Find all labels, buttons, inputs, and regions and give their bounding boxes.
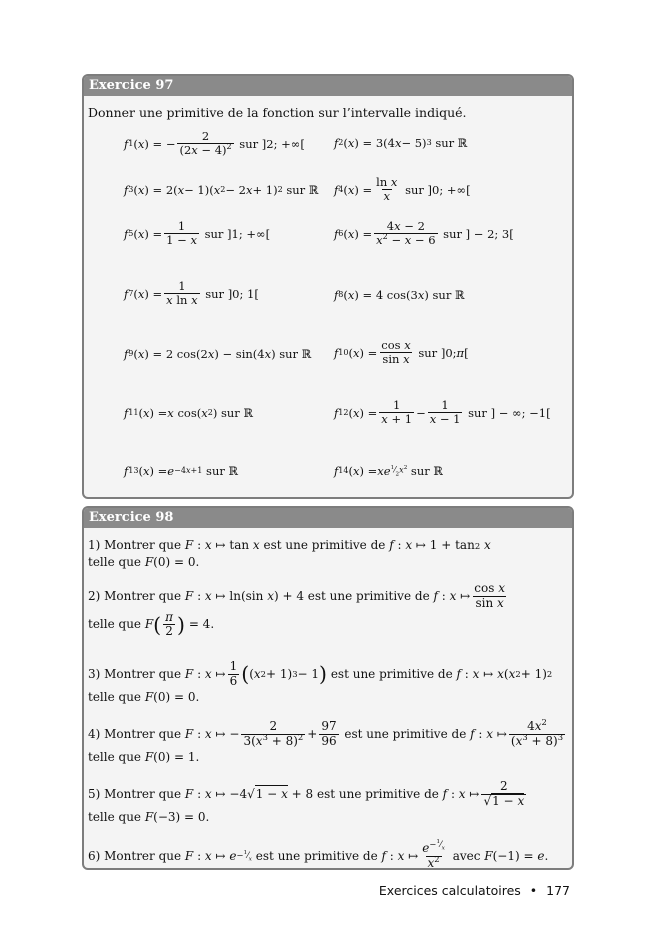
function-f2: f 2 ( x ) = 3(4 x − 5) 3 sur ℝ: [334, 136, 468, 150]
question-2: 2) Montrer que F : x ↦ ln(sin x ) + 4 est une primitive de f : x ↦ $\frac{\text{cos x}}{\text{sin x}}$ telle que F ( $\frac{\pi}{2}$ ) = 4.: [88, 581, 505, 639]
function-f11: f 11 ( x ) = x cos( x 2 ) sur ℝ: [124, 406, 254, 420]
exercise-97-intro: Donner une primitive de la fonction sur l’intervalle indiqué.: [88, 105, 467, 120]
question-3: 3) Montrer que F : x ↦ $\frac{1}{6}$ ( ( x 2 + 1) 3 − 1 ) est une primitive de f : x ↦ x ( x 2 + 1) 2 telle que F (0) = 0.: [88, 659, 553, 704]
function-f7: f 7 ( x ) = $\frac{1}{\text{x ln x}}$ sur ]0; 1[: [124, 279, 259, 308]
footer-section: Exercices calculatoires: [378, 883, 521, 898]
question-6: 6) Montrer que F : x ↦ e $-^1⁄_x$ est une primitive de f : x ↦ $\frac{e^{-^1⁄_x}}{x^2}$ avec F (−1) = e .: [88, 839, 549, 870]
function-f9: f 9 ( x ) = 2 cos(2 x ) − sin(4 x ) sur ℝ: [124, 347, 312, 361]
function-f6: f 6 ( x ) = $\frac{4x - 2}{x^2 - x - 6}$ sur ] − 2; 3[: [334, 219, 514, 248]
function-f1: f 1 ( x ) = − $\frac{2}{(2x - 4)^2}$ sur ]2; +∞[: [124, 129, 305, 158]
exercise-97-title: Exercice 97: [84, 76, 572, 96]
page-number: 177: [546, 883, 570, 898]
question-1: 1) Montrer que F : x ↦ tan x est une primitive de f : x ↦ 1 + tan 2 x telle que F (0) = 0.: [88, 538, 491, 569]
question-4: 4) Montrer que F : x ↦ − $\frac{2}{3(x^3 + 8)^2}$ + $\frac{97}{96}$ est une primitive de f : x ↦ $\frac{4x^2}{(x^3 + 8)^3}$ telle que F (0) = 1.: [88, 717, 564, 764]
function-f4: f 4 ( x ) = $\frac{\text{ln x}}{x}$ sur ]0; +∞[: [334, 175, 471, 204]
function-f10: f 10 ( x ) = $\frac{\text{cos x}}{\text{sin x}}$ sur ]0; π [: [334, 338, 469, 367]
exercise-97-box: [82, 74, 574, 499]
exercise-98-title: Exercice 98: [84, 508, 572, 528]
function-f8: f 8 ( x ) = 4 cos(3 x ) sur ℝ: [334, 288, 465, 302]
exercise-98-box: [82, 506, 574, 870]
page-footer: [379, 883, 570, 898]
question-5: 5) Montrer que F : x ↦ −4√ 1 − x + 8 est une primitive de f : x ↦ $\frac{2}{√1 - x}$ telle que F (−3) = 0.: [88, 779, 525, 824]
function-f13: f 13 ( x ) = e −4x+1 sur ℝ: [124, 464, 239, 478]
function-f5: f 5 ( x ) = $\frac{1}{1 - x}$ sur ]1; +∞[: [124, 219, 271, 248]
function-f3: f 3 ( x ) = 2( x − 1)( x 2 − 2 x + 1) 2 sur ℝ: [124, 183, 319, 197]
function-f12: f 12 ( x ) = $\frac{1}{x + 1}$ − $\frac{1}{x - 1}$ sur ] − ∞; −1[: [334, 398, 551, 427]
footer-bullet: •: [529, 883, 538, 898]
function-f14: f 14 ( x ) = xe $^1⁄_2x^2$ sur ℝ: [334, 464, 443, 478]
